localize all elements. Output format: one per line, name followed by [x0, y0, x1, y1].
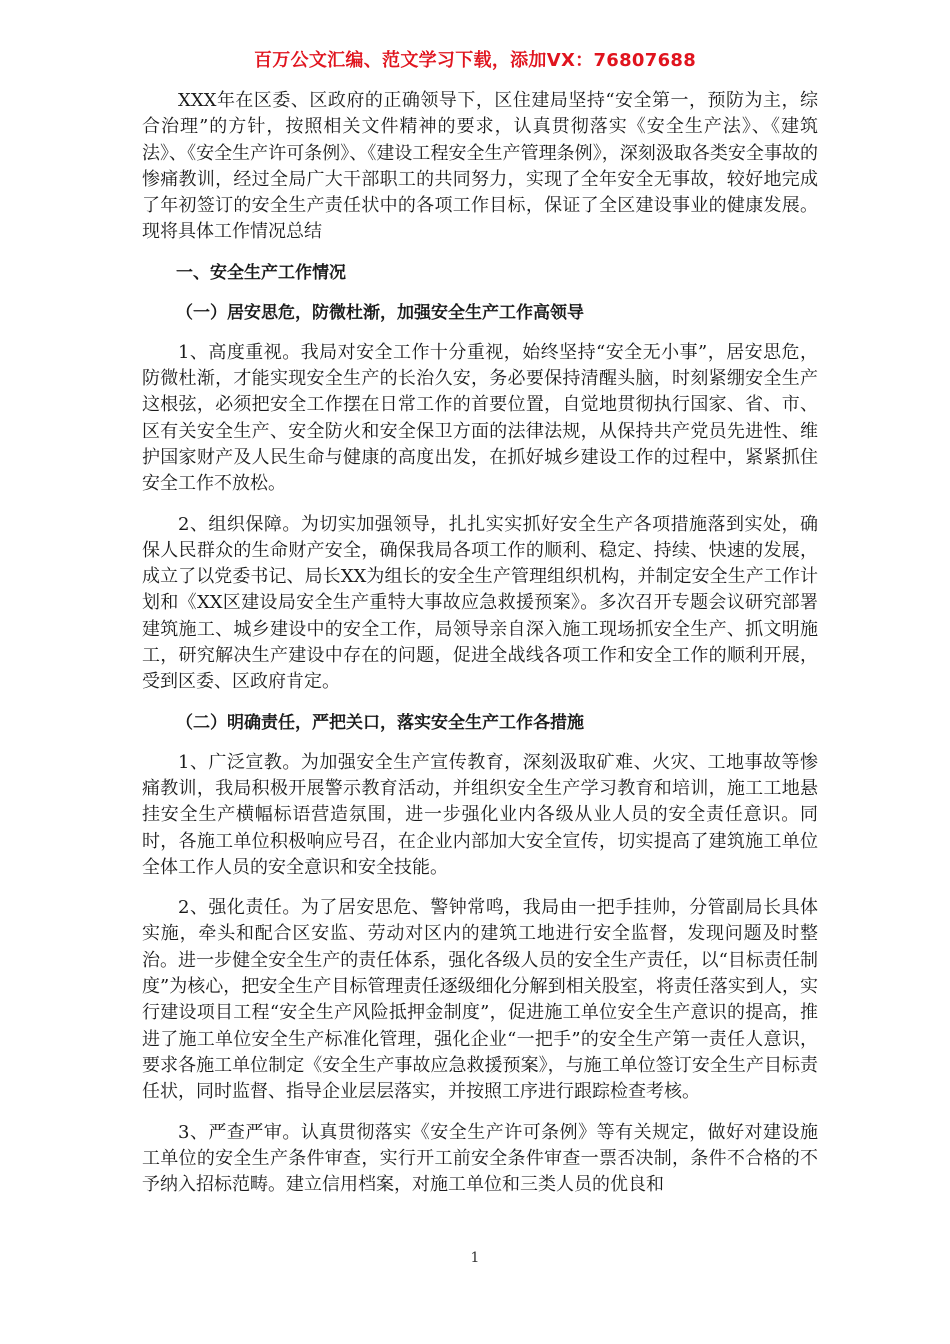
- subsection-heading: （二）明确责任，严把关口，落实安全生产工作各措施: [176, 712, 584, 733]
- body-paragraph: 1、广泛宣教。为加强安全生产宣传教育，深刻汲取矿难、火灾、工地事故等惨痛教训，我局积极开展警示教育活动，并组织安全生产学习教育和培训，施工工地悬挂安全生产横幅标语营造氛围，进一步强化业内各级从业人员的安全责任意识。同时，各施工单位积极响应号召，在企业内部加大安全宣传，切实提高了建筑施工单位全体工作人员的安全意识和安全技能。: [142, 751, 818, 878]
- subsection-heading: （一）居安思危，防微杜渐，加强安全生产工作高领导: [176, 302, 584, 323]
- promo-banner: 百万公文汇编、范文学习下载，添加VX：76807688: [253, 50, 697, 71]
- section-heading: 一、安全生产工作情况: [176, 262, 346, 283]
- body-paragraph: 2、组织保障。为切实加强领导，扎扎实实抓好安全生产各项措施落到实处，确保人民群众的生命财产安全，确保我局各项工作的顺利、稳定、持续、快速的发展，成立了以党委书记、局长XX为组长的安全生产管理组织机构，并制定安全生产工作计划和《XX区建设局安全生产重特大事故应急救援预案》。多次召开专题会议研究部署建筑施工、城乡建设中的安全工作，局领导亲自深入施工现场抓安全生产、抓文明施工，研究解决生产建设中存在的问题，促进全战线各项工作和安全工作的顺利开展，受到区委、区政府肯定。: [142, 513, 818, 693]
- page-number: 1: [470, 1250, 480, 1266]
- intro-paragraph: XXX年在区委、区政府的正确领导下，区住建局坚持“安全第一，预防为主，综合治理”的方针，按照相关文件精神的要求，认真贯彻落实《安全生产法》、《建筑法》、《安全生产许可条例》、《建设工程安全生产管理条例》，深刻汲取各类安全事故的惨痛教训，经过全局广大干部职工的共同努力，实现了全年安全无事故，较好地完成了年初签订的安全生产责任状中的各项工作目标，保证了全区建设事业的健康发展。现将具体工作情况总结: [142, 90, 818, 243]
- body-paragraph: 2、强化责任。为了居安思危、警钟常鸣，我局由一把手挂帅，分管副局长具体实施，牵头和配合区安监、劳动对区内的建筑工地进行安全监督，发现问题及时整治。进一步健全安全生产的责任体系，强化各级人员的安全生产责任，以“目标责任制度”为核心，把安全生产目标管理责任逐级细化分解到相关股室，将责任落实到人，实行建设项目工程“安全生产风险抵押金制度”，促进施工单位安全生产意识的提高，推进了施工单位安全生产标准化管理，强化企业“一把手”的安全生产第一责任人意识，要求各施工单位制定《安全生产事故应急救援预案》，与施工单位签订安全生产目标责任状，同时监督、指导企业层层落实，并按照工序进行跟踪检查考核。: [142, 897, 818, 1103]
- body-paragraph: 3、严查严审。认真贯彻落实《安全生产许可条例》等有关规定，做好对建设施工单位的安全生产条件审查，实行开工前安全条件审查一票否决制，条件不合格的不予纳入招标范畴。建立信用档案，对施工单位和三类人员的优良和: [142, 1121, 818, 1196]
- body-paragraph: 1、高度重视。我局对安全工作十分重视，始终坚持“安全无小事”，居安思危，防微杜渐，才能实现安全生产的长治久安，务必要保持清醒头脑，时刻紧绷安全生产这根弦，必须把安全工作摆在日常工作的首要位置，自觉地贯彻执行国家、省、市、区有关安全生产、安全防火和安全保卫方面的法律法规，从保持共产党员先进性、维护国家财产及人民生命与健康的高度出发，在抓好城乡建设工作的过程中，紧紧抓住安全工作不放松。: [142, 341, 818, 495]
- document-body: [142, 88, 818, 1212]
